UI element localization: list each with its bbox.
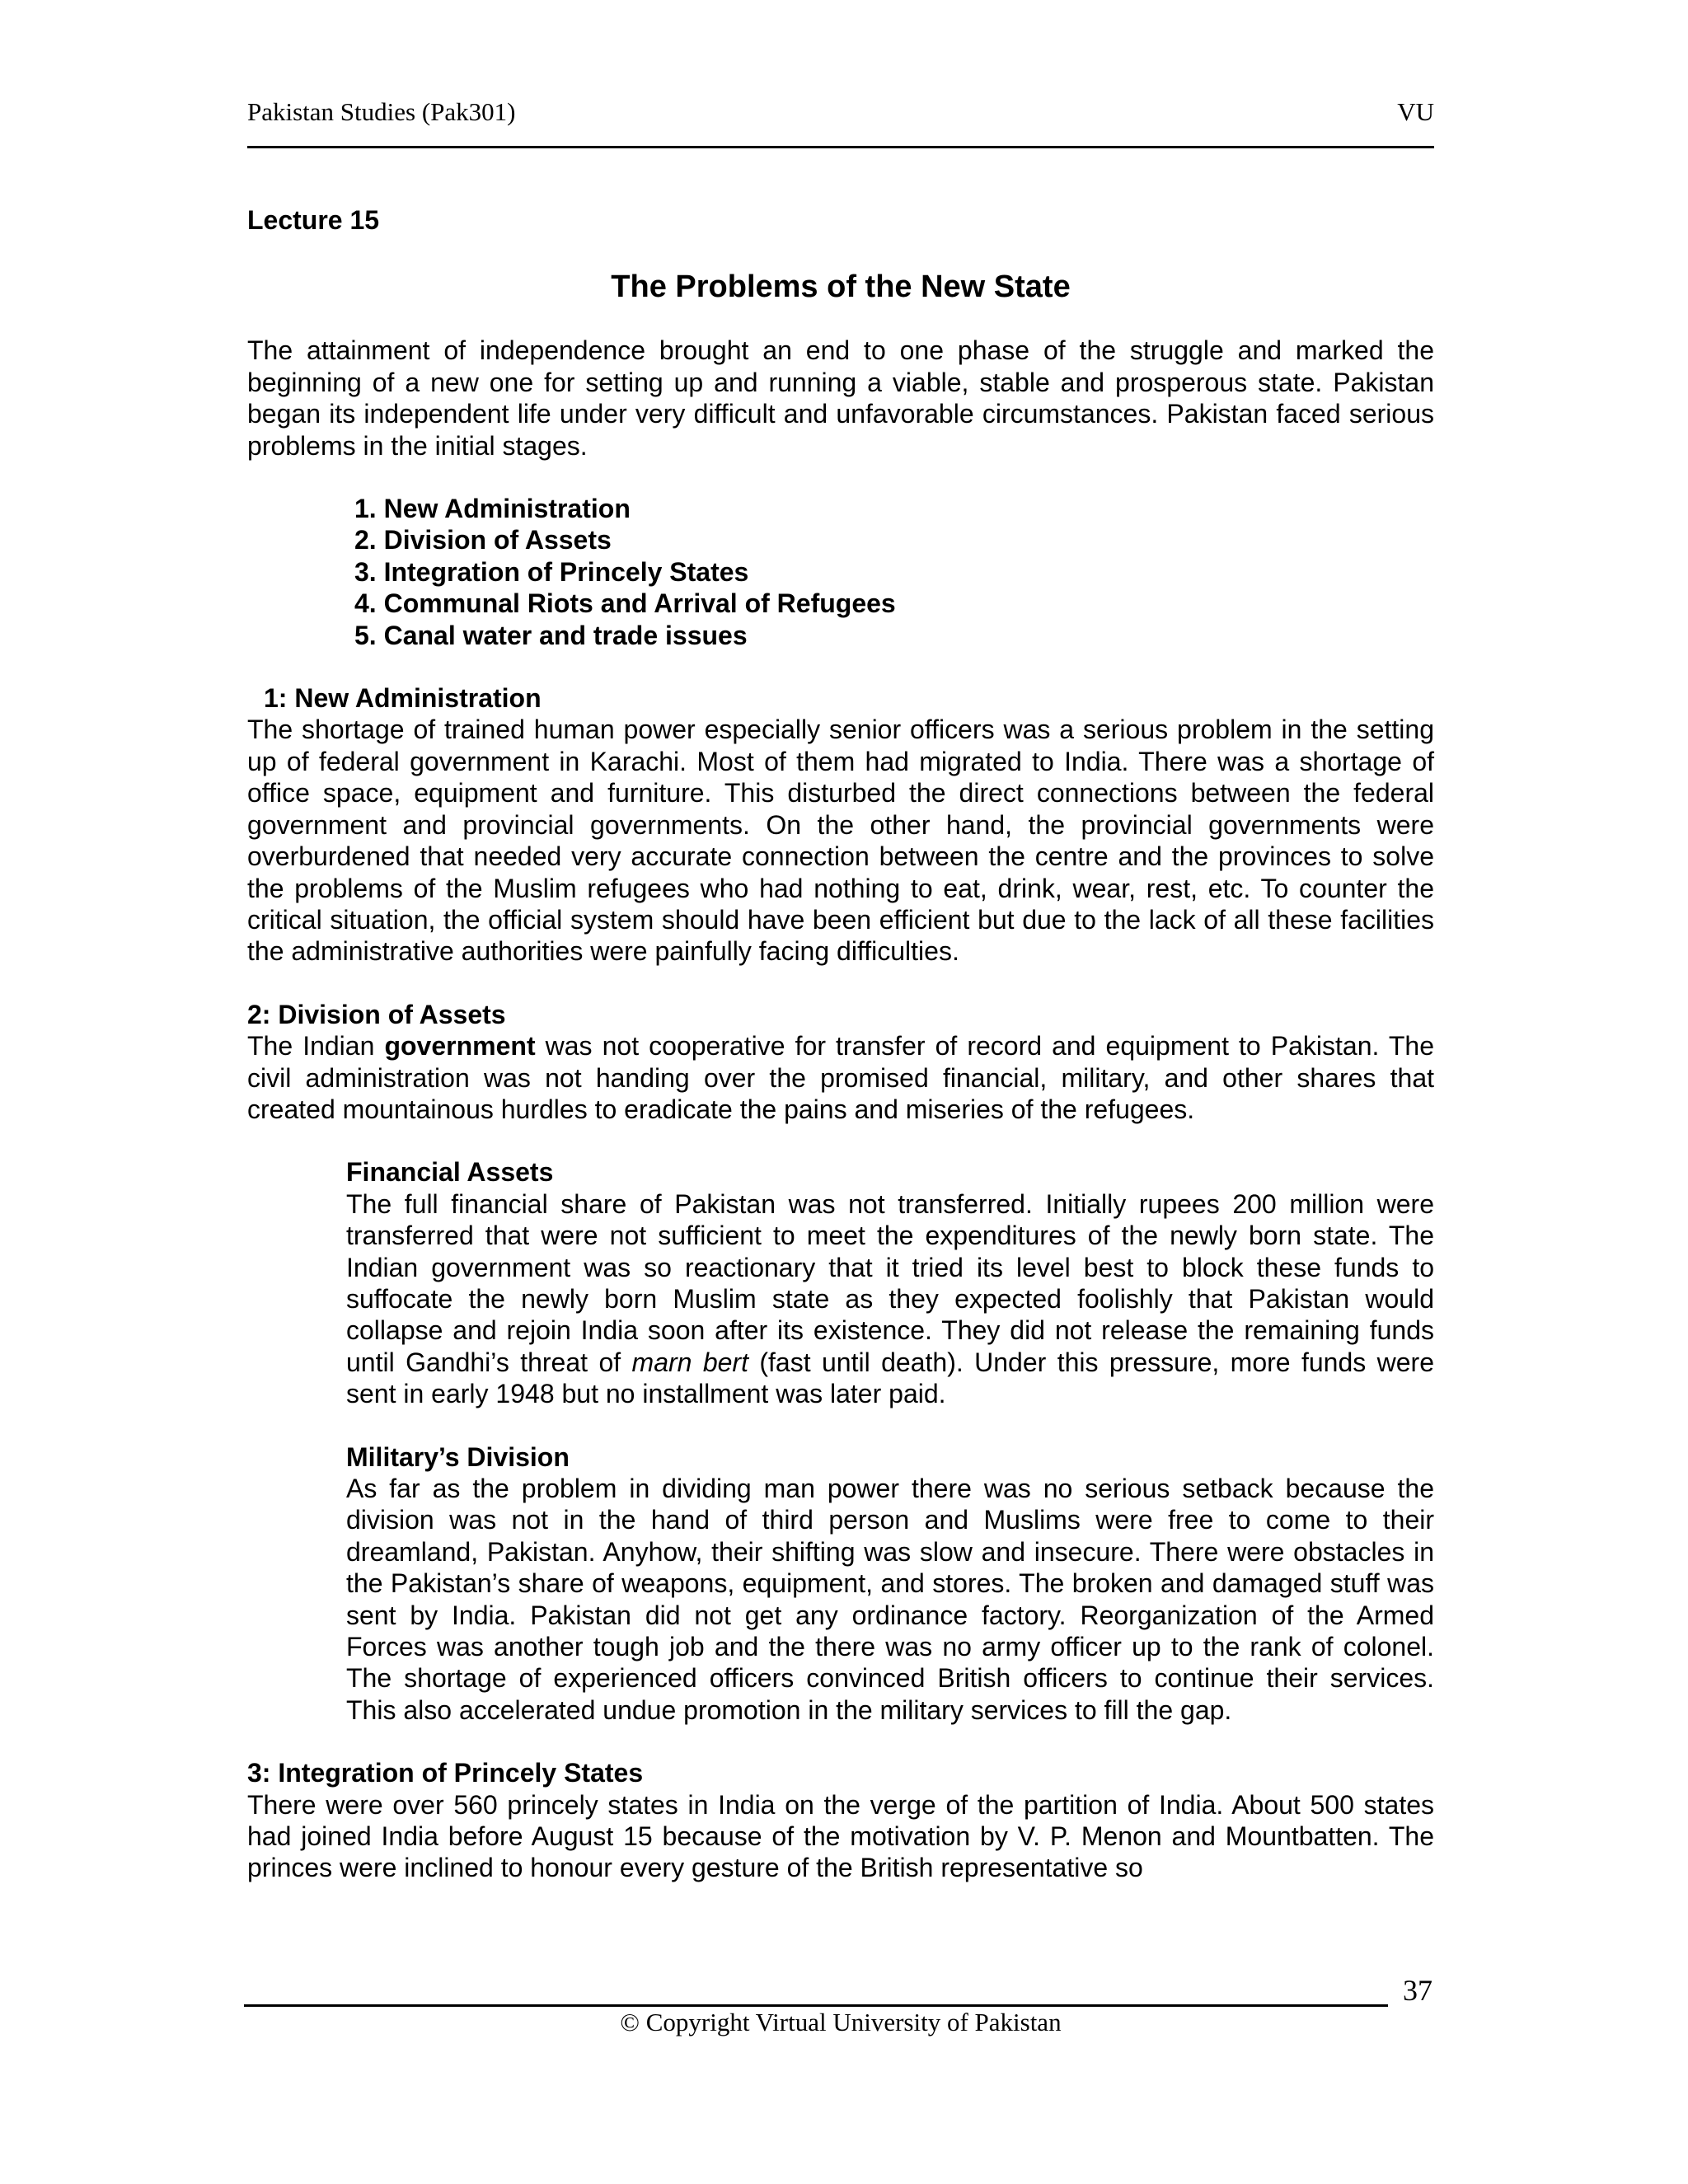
subsection-paragraph-military-division: As far as the problem in dividing man power there was no serious setback because the division was not in the hand of third person and Muslims were free to come to their dreamland, Pakistan. Anyhow, their shifting was slow and insecure. There were obstacles in the Pakistan’s share of weapons, equipment, and stores. The broken and damaged stuff was sent by India. Pakistan did not get any ordinance factory. Reorganization of the Armed Forces was another tough job and the there was no army officer up to the rank of colonel. The shortage of experienced officers convinced British officers to continue their services. This also accelerated undue promotion in the military services to fill the gap. xyxy=(346,1474,1434,1725)
section-heading-princely-states: 3: Integration of Princely States xyxy=(247,1758,644,1788)
lecture-number: Lecture 15 xyxy=(247,205,380,235)
subsection-military-division xyxy=(346,1441,1434,1727)
subsection-paragraph-financial-assets: The full financial share of Pakistan was not transferred. Initially rupees 200 million were transferred that were not sufficient to meet the expenditures of the newly born state. The Indian government was so reactionary that it tried its level best to block these funds to suffocate the newly born Muslim state as they expected foolishly that Pakistan would collapse and rejoin India soon after its existence. They did not release the remaining funds until Gandhi’s threat of marn bert (fast until death). Under this pressure, more funds were sent in early 1948 but no installment was later paid. xyxy=(346,1188,1435,1409)
list-item: 5. Canal water and trade issues xyxy=(354,620,748,650)
copyright-notice: © Copyright Virtual University of Pakistan xyxy=(620,2008,1062,2036)
list-item: 3. Integration of Princely States xyxy=(354,556,749,587)
section-heading-division-of-assets: 2: Division of Assets xyxy=(247,999,506,1029)
subsection-heading-military-division: Military’s Division xyxy=(346,1441,570,1472)
intro-paragraph: The attainment of independence brought an end to one phase of the struggle and marked the beginning of a new one for setting up and running a viable, stable and prosperous state. Pakistan began its independent life under very difficult and unfavorable circumstances. Pakistan faced serious problems in the initial stages. xyxy=(247,335,1434,461)
section-paragraph-division-of-assets: The Indian government was not cooperative for transfer of record and equipment to Pakistan. The civil administration was not handing over the promised financial, military, and other shares that created mountainous hurdles to eradicate the pains and miseries of the refugees. xyxy=(247,1031,1435,1124)
italic-term: marn bert xyxy=(631,1347,748,1377)
problems-list xyxy=(354,493,1434,651)
list-item: 1. New Administration xyxy=(354,494,631,524)
section-paragraph-princely-states: There were over 560 princely states in India on the verge of the partition of India. About 500 states had joined India before August 15 because of the motivation by V. P. Menon and Mountbatten. The princes were inclined to honour every gesture of the British representative so xyxy=(247,1789,1434,1883)
page-number: 37 xyxy=(1403,1974,1432,2007)
emphasis-text: government xyxy=(384,1031,536,1062)
section-heading-new-administration: 1: New Administration xyxy=(264,683,542,714)
header-divider xyxy=(247,146,1434,148)
section-paragraph-new-administration: The shortage of trained human power especially senior officers was a serious problem in the setting up of federal government in Karachi. Most of them had migrated to India. There was a shortage of office space, equipment and furniture. This disturbed the direct connections between the federal government and provincial governments. On the other hand, the provincial governments were overburdened that needed very accurate connection between the centre and the provinces to solve the problems of the Muslim refugees who had nothing to eat, drink, wear, rest, etc. To counter the critical situation, the official system should have been efficient but due to the lack of all these facilities the administrative authorities were painfully facing difficulties. xyxy=(247,715,1434,967)
footer-divider xyxy=(244,2004,1388,2007)
subsection-heading-financial-assets: Financial Assets xyxy=(346,1157,554,1188)
document-body xyxy=(247,204,1434,1884)
course-title: Pakistan Studies (Pak301) xyxy=(247,97,516,126)
institution-label: VU xyxy=(1397,97,1434,126)
list-item: 2. Division of Assets xyxy=(354,525,612,555)
subsection-financial-assets xyxy=(346,1156,1434,1409)
page-title: The Problems of the New State xyxy=(611,269,1071,305)
list-item: 4. Communal Riots and Arrival of Refugees xyxy=(354,588,896,619)
